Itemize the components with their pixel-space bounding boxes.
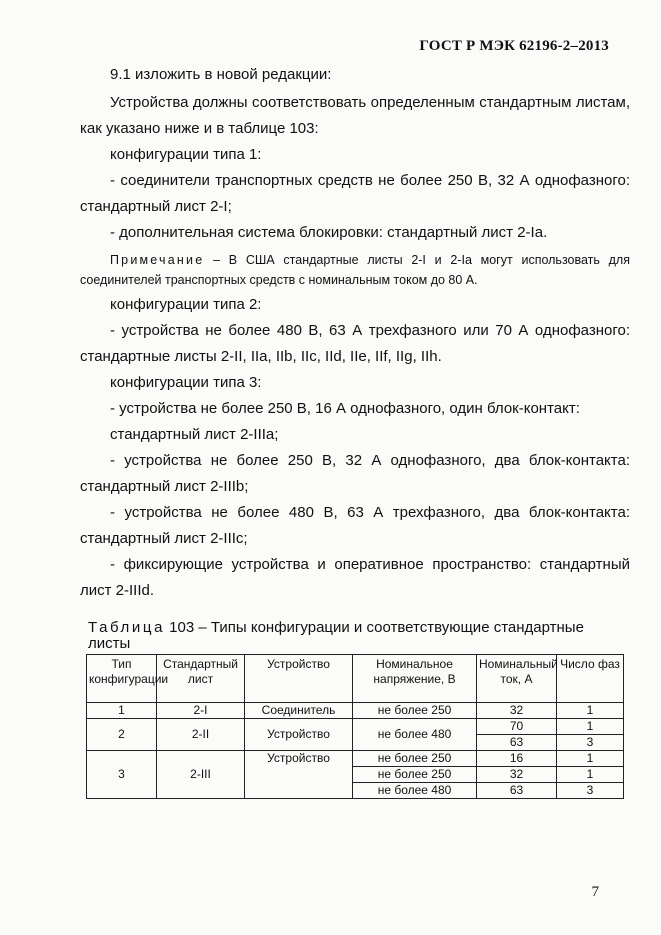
paragraph: - устройства не более 480 В, 63 А трехфазного, два блок-контакта: стандартный лист 2-IIIc; [80, 504, 630, 547]
cell-device: Устройство [245, 751, 353, 799]
cell-current: 63 [477, 783, 557, 799]
header-sheet: Стандартный лист [157, 655, 245, 703]
cell-voltage: не более 250 [353, 767, 477, 783]
cell-current: 32 [477, 703, 557, 719]
header-device: Устройство [245, 655, 353, 703]
table-row [87, 703, 624, 719]
cell-voltage: не более 480 [353, 719, 477, 751]
cell-phases: 1 [557, 703, 624, 719]
paragraph: - устройства не более 250 В, 32 А однофазного, два блок-контакта: стандартный лист 2-IIIb; [80, 452, 630, 495]
cell-device: Устройство [245, 719, 353, 751]
cell-voltage: не более 480 [353, 783, 477, 799]
note [80, 250, 630, 290]
paragraph: - соединители транспортных средств не более 250 В, 32 А однофазного: стандартный лист 2-I; [80, 172, 630, 215]
cell-phases: 3 [557, 735, 624, 751]
paragraph: стандартный лист 2-IIIa; [110, 426, 279, 443]
cell-current: 16 [477, 751, 557, 767]
cell-phases: 1 [557, 751, 624, 767]
header-current: Номинальный ток, А [477, 655, 557, 703]
paragraph: 9.1 изложить в новой редакции: [110, 66, 332, 83]
table-header-row [87, 655, 624, 703]
paragraph: - дополнительная система блокировки: стандартный лист 2-Ia. [110, 224, 548, 241]
paragraph: - устройства не более 480 В, 63 А трехфазного или 70 А однофазного: стандартные листы 2-II, IIa, IIb, IIc, IId, IIe, IIf, IIg, IIh. [80, 322, 630, 365]
paragraph: конфигурации типа 3: [110, 374, 262, 391]
cell-sheet: 2-I [157, 703, 245, 719]
paragraph: Устройства должны соответствовать определенным стандартным листам, как указано ниже и в таблице 103: [80, 94, 630, 137]
cell-current: 32 [477, 767, 557, 783]
header-voltage: Номинальное напряжение, В [353, 655, 477, 703]
table-row [87, 751, 624, 767]
configuration-table [86, 654, 624, 799]
header-type: Тип конфигурации [87, 655, 157, 703]
cell-voltage: не более 250 [353, 751, 477, 767]
table-caption-text: 103 – Типы конфигурации и соответствующие стандартные листы [88, 619, 584, 652]
cell-device: Соединитель [245, 703, 353, 719]
paragraph: конфигурации типа 1: [110, 146, 262, 163]
cell-voltage: не более 250 [353, 703, 477, 719]
note-text: – В США стандартные листы 2-I и 2-Ia могут использовать для соединителей транспортных средств с номинальным током до 80 А. [80, 253, 630, 287]
header-phases: Число фаз [557, 655, 624, 703]
note-label: Примечание [110, 253, 205, 267]
paragraph: - устройства не более 250 В, 16 А однофазного, один блок-контакт: [110, 400, 580, 417]
cell-current: 63 [477, 735, 557, 751]
cell-current: 70 [477, 719, 557, 735]
cell-type: 3 [87, 751, 157, 799]
cell-sheet: 2-III [157, 751, 245, 799]
cell-phases: 3 [557, 783, 624, 799]
cell-type: 1 [87, 703, 157, 719]
cell-phases: 1 [557, 767, 624, 783]
paragraph: - фиксирующие устройства и оперативное пространство: стандартный лист 2-IIId. [80, 556, 630, 599]
cell-phases: 1 [557, 719, 624, 735]
table-caption-label: Таблица [88, 619, 166, 636]
table-row [87, 719, 624, 735]
cell-sheet: 2-II [157, 719, 245, 751]
document-header: ГОСТ Р МЭК 62196-2–2013 [419, 38, 609, 54]
table-caption [88, 620, 628, 652]
page-number: 7 [591, 884, 599, 900]
cell-type: 2 [87, 719, 157, 751]
paragraph: конфигурации типа 2: [110, 296, 262, 313]
body-text [80, 62, 630, 604]
